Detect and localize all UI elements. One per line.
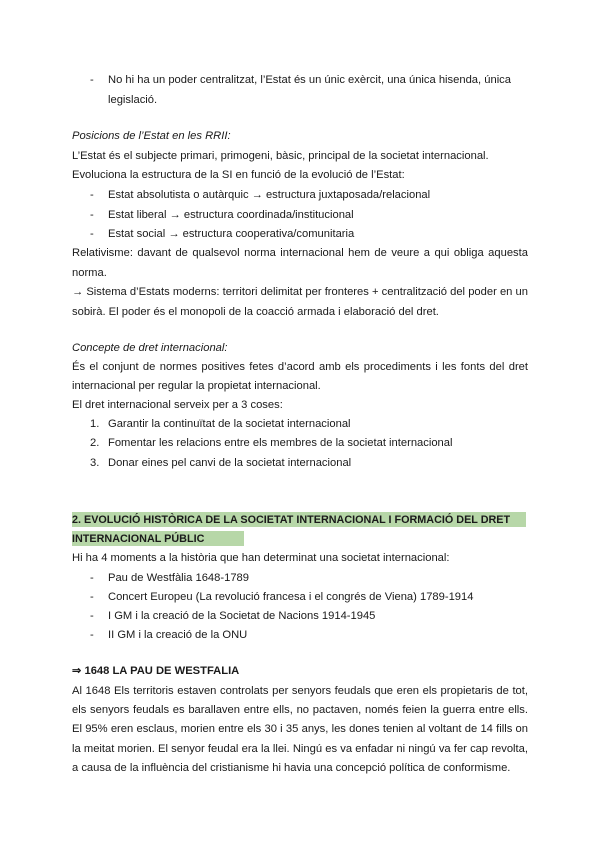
paragraph-line: El 95% eren esclaus, morien entre els 30 i 35 anys, les dones tenien al voltant de 14 fills on — [72, 723, 528, 735]
paragraph: sobirà. El poder és el monopoli de la coacció armada i elaboració del dret. — [72, 306, 439, 318]
paragraph: Hi ha 4 moments a la història que han determinat una societat internacional: — [72, 552, 450, 564]
dash-bullet: - — [90, 610, 94, 622]
item-text: Fomentar les relacions entre els membres de la societat internacional — [108, 437, 453, 449]
item-number: 2. — [90, 437, 100, 449]
list-item-text: Estat liberal → estructura coordinada/institucional — [108, 209, 354, 221]
dash-bullet: - — [90, 209, 94, 221]
item-number: 3. — [90, 457, 100, 469]
item-number: 1. — [90, 418, 100, 430]
paragraph-line: a causa de la influència del cristianisme hi havia una concepció política de conformisme. — [72, 762, 511, 774]
paragraph: Evoluciona la estructura de la SI en funció de la evolució de l’Estat: — [72, 169, 405, 181]
paragraph: → Sistema d’Estats moderns: territori delimitat per fronteres + centralització del poder en un — [72, 286, 528, 298]
section-heading: 2. EVOLUCIÓ HISTÒRICA DE LA SOCIETAT INTERNACIONAL I FORMACIÓ DEL DRET — [72, 514, 511, 526]
paragraph-line: la meitat morien. El senyor feudal era la llei. Ningú es va enfadar ni ningú va fer cap revolta, — [72, 743, 528, 755]
paragraph: És el conjunt de normes positives fetes d’acord amb els procediments i les fonts del dret — [72, 361, 528, 373]
dash-bullet: - — [90, 228, 94, 240]
paragraph: L’Estat és el subjecte primari, primogeni, bàsic, principal de la societat internacional. — [72, 150, 489, 162]
paragraph-line: Al 1648 Els territoris estaven controlats per senyors feudals que eren els propietaris de tot, — [72, 685, 528, 697]
dash-bullet: - — [90, 572, 94, 584]
dash-bullet: - — [90, 591, 94, 603]
list-item-text: Estat social → estructura cooperativa/comunitaria — [108, 228, 355, 240]
list-item-text: No hi ha un poder centralitzat, l’Estat és un únic exèrcit, una única hisenda, única — [108, 74, 511, 86]
dash-bullet: - — [90, 74, 94, 86]
dash-bullet: - — [90, 189, 94, 201]
list-item-text: I GM i la creació de la Societat de Nacions 1914-1945 — [108, 610, 376, 622]
paragraph: internacional per regular la propietat internacional. — [72, 380, 321, 392]
paragraph: norma. — [72, 267, 107, 279]
dash-bullet: - — [90, 629, 94, 641]
item-text: Donar eines pel canvi de la societat internacional — [108, 457, 352, 469]
list-item-text: Estat absolutista o autàrquic → estructura juxtaposada/relacional — [108, 189, 431, 201]
list-item-text: Concert Europeu (La revolució francesa i el congrés de Viena) 1789-1914 — [108, 591, 474, 603]
subsection-heading: ⇒ 1648 LA PAU DE WESTFALIA — [72, 665, 240, 677]
list-item-continuation: legislació. — [108, 94, 158, 106]
paragraph: El dret internacional serveix per a 3 coses: — [72, 399, 283, 411]
paragraph: Relativisme: davant de qualsevol norma internacional hem de veure a qui obliga aquesta — [72, 247, 528, 259]
section-heading: INTERNACIONAL PÚBLIC — [72, 533, 205, 545]
section-title-concepte: Concepte de dret internacional: — [72, 342, 228, 354]
list-item-text: II GM i la creació de la ONU — [108, 629, 248, 641]
list-item-text: Pau de Westfàlia 1648-1789 — [108, 572, 249, 584]
section-title-posicions: Posicions de l’Estat en les RRII: — [72, 130, 231, 142]
paragraph-line: els senyors feudals es barallaven entre ells, no pactaven, només feien la guerra entre ells. — [72, 704, 528, 716]
item-text: Garantir la continuïtat de la societat internacional — [108, 418, 351, 430]
